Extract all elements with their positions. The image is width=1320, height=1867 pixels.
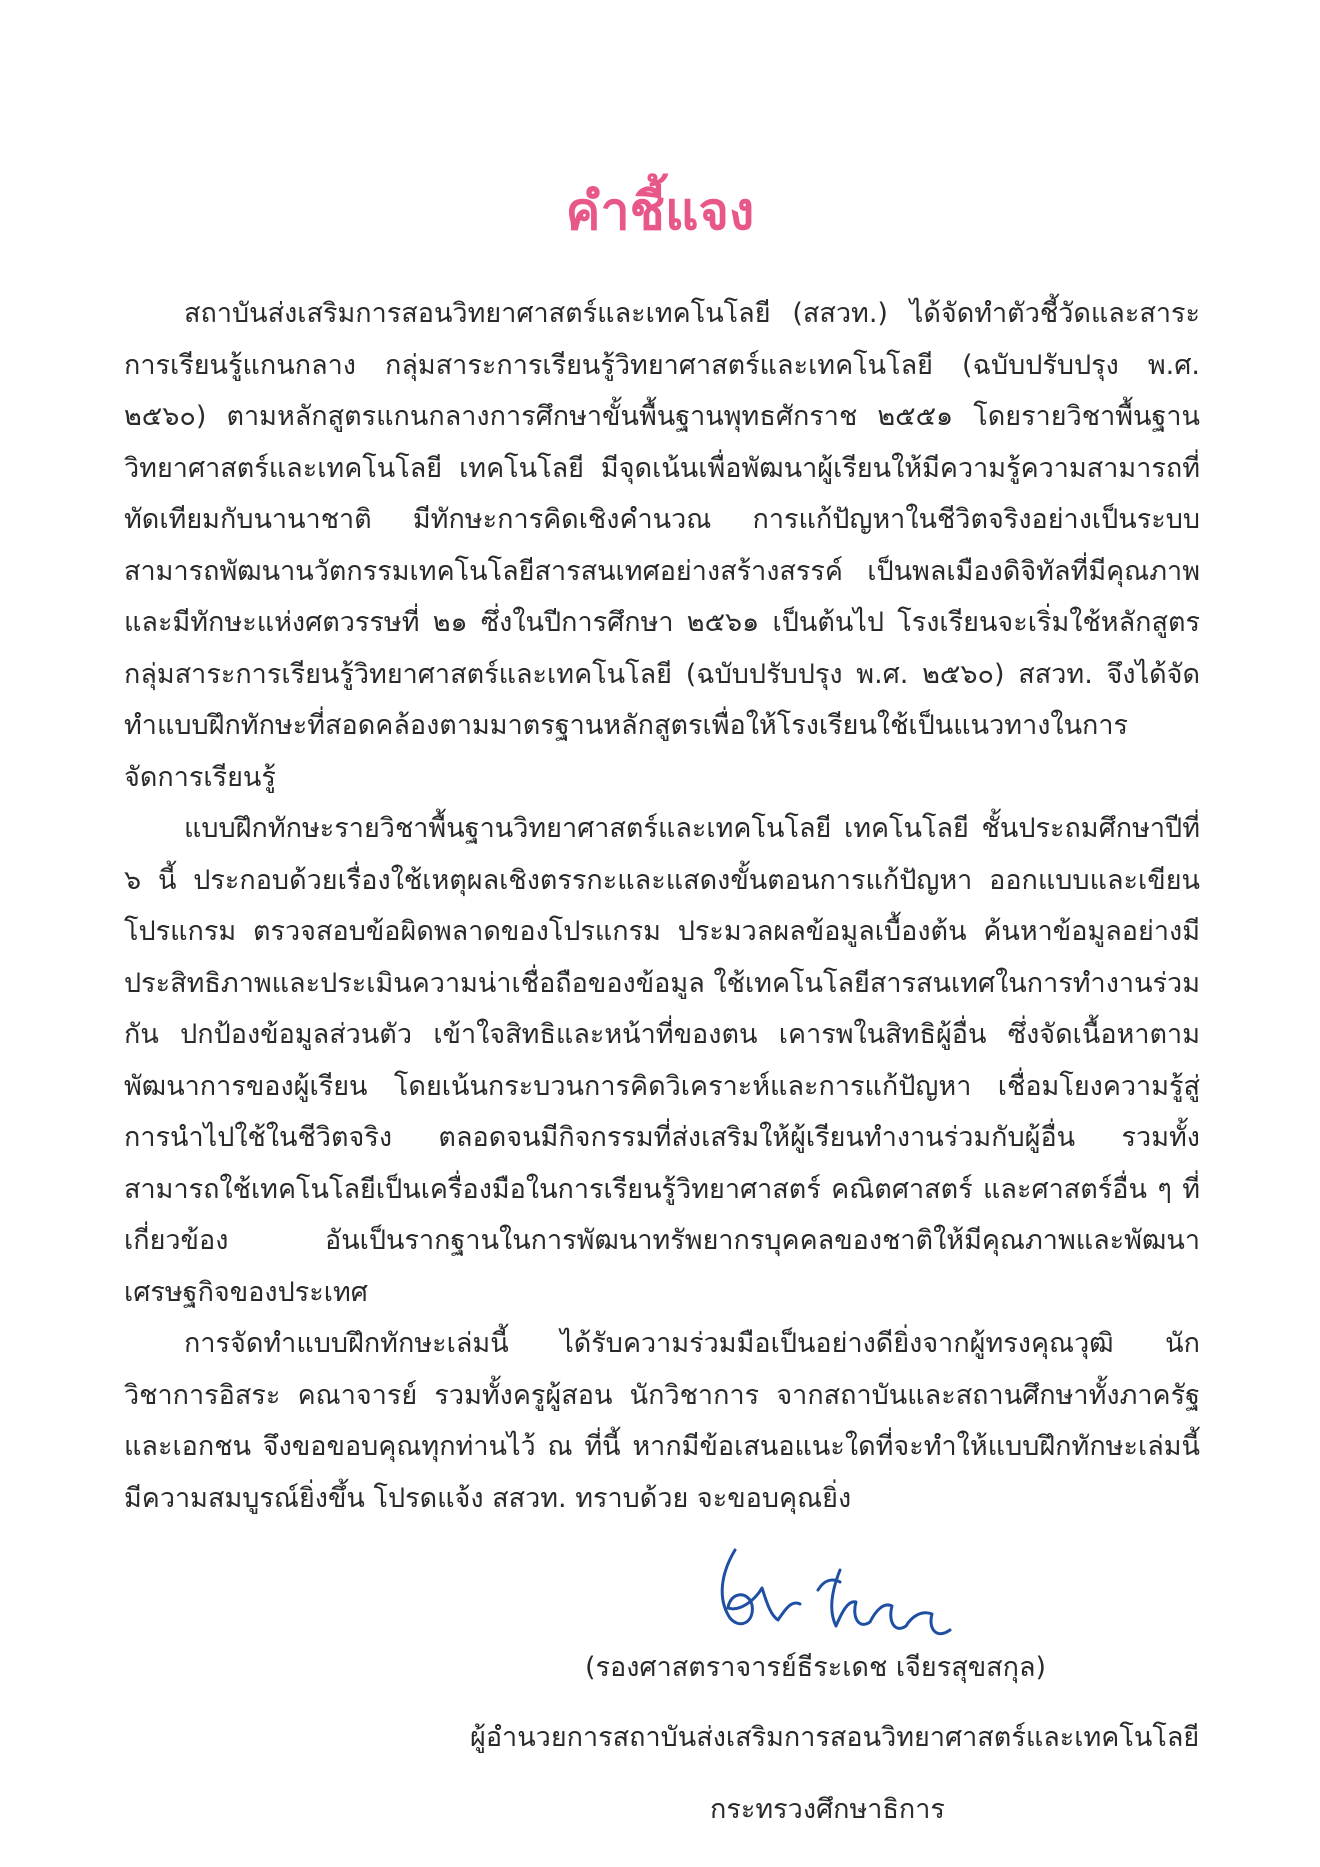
signer-name: (รองศาสตราจารย์ธีระเดช เจียรสุขสกุล): [585, 1652, 1047, 1683]
signer-position: ผู้อำนวยการสถาบันส่งเสริมการสอนวิทยาศาสตร์และเทคโนโลยี: [470, 1722, 1200, 1753]
page-title: คำชี้แจง: [565, 182, 755, 242]
paragraph-intro: สถาบันส่งเสริมการสอนวิทยาศาสตร์และเทคโนโลยี (สสวท.) ได้จัดทำตัวชี้วัดและสาระการเรียนรู้แกนกลาง กลุ่มสาระการเรียนรู้วิทยาศาสตร์และเทคโนโลยี (ฉบับปรับปรุง พ.ศ. ๒๕๖๐) ตามหลักสูตรแกนกลางการศึกษาขั้นพื้นฐานพุทธศักราช ๒๕๕๑ โดยรายวิชาพื้นฐานวิทยาศาสตร์และเทคโนโลยี เทคโนโลยี มีจุดเน้นเพื่อพัฒนาผู้เรียนให้มีความรู้ความสามารถที่ทัดเทียมกับนานาชาติ มีทักษะการคิดเชิงคำนวณ การแก้ปัญหาในชีวิตจริงอย่างเป็นระบบ สามารถพัฒนานวัตกรรมเทคโนโลยีสารสนเทศอย่างสร้างสรรค์ เป็นพลเมืองดิจิทัลที่มีคุณภาพและมีทักษะแห่งศตวรรษที่ ๒๑ ซึ่งในปีการศึกษา ๒๕๖๑ เป็นต้นไป โรงเรียนจะเริ่มใช้หลักสูตรกลุ่มสาระการเรียนรู้วิทยาศาสตร์และเทคโนโลยี (ฉบับปรับปรุง พ.ศ. ๒๕๖๐) สสวท. จึงได้จัดทำแบบฝึกทักษะที่สอดคล้องตามมาตรฐานหลักสูตรเพื่อให้โรงเรียนใช้เป็นแนวทางในการจัดการเรียนรู้: [124, 298, 1200, 793]
paragraph-acknowledgement: การจัดทำแบบฝึกทักษะเล่มนี้ ได้รับความร่วมมือเป็นอย่างดียิ่งจากผู้ทรงคุณวุฒิ นักวิชาการอิสระ คณาจารย์ รวมทั้งครูผู้สอน นักวิชาการ จากสถาบันและสถานศึกษาทั้งภาครัฐและเอกชน จึงขอขอบคุณทุกท่านไว้ ณ ที่นี้ หากมีข้อเสนอแนะใดที่จะทำให้แบบฝึกทักษะเล่มนี้มีความสมบูรณ์ยิ่งขึ้น โปรดแจ้ง สสวท. ทราบด้วย จะขอบคุณยิ่ง: [124, 1328, 1200, 1514]
document-body: [124, 288, 1200, 1524]
paragraph-contents: แบบฝึกทักษะรายวิชาพื้นฐานวิทยาศาสตร์และเทคโนโลยี เทคโนโลยี ชั้นประถมศึกษาปีที่ ๖ นี้ ประกอบด้วยเรื่องใช้เหตุผลเชิงตรรกะและแสดงขั้นตอนการแก้ปัญหา ออกแบบและเขียนโปรแกรม ตรวจสอบข้อผิดพลาดของโปรแกรม ประมวลผลข้อมูลเบื้องต้น ค้นหาข้อมูลอย่างมีประสิทธิภาพและประเมินความน่าเชื่อถือของข้อมูล ใช้เทคโนโลยีสารสนเทศในการทำงานร่วมกัน ปกป้องข้อมูลส่วนตัว เข้าใจสิทธิและหน้าที่ของตน เคารพในสิทธิผู้อื่น ซึ่งจัดเนื้อหาตามพัฒนาการของผู้เรียน โดยเน้นกระบวนการคิดวิเคราะห์และการแก้ปัญหา เชื่อมโยงความรู้สู่การนำไปใช้ในชีวิตจริง ตลอดจนมีกิจกรรมที่ส่งเสริมให้ผู้เรียนทำงานร่วมกับผู้อื่น รวมทั้งสามารถใช้เทคโนโลยีเป็นเครื่องมือในการเรียนรู้วิทยาศาสตร์ คณิตศาสตร์ และศาสตร์อื่น ๆ ที่เกี่ยวข้อง อันเป็นรากฐานในการพัฒนาทรัพยากรบุคคลของชาติให้มีคุณภาพและพัฒนาเศรษฐกิจของประเทศ: [124, 813, 1200, 1308]
handwritten-signature: [700, 1530, 960, 1650]
signer-organization: กระทรวงศึกษาธิการ: [710, 1794, 945, 1825]
